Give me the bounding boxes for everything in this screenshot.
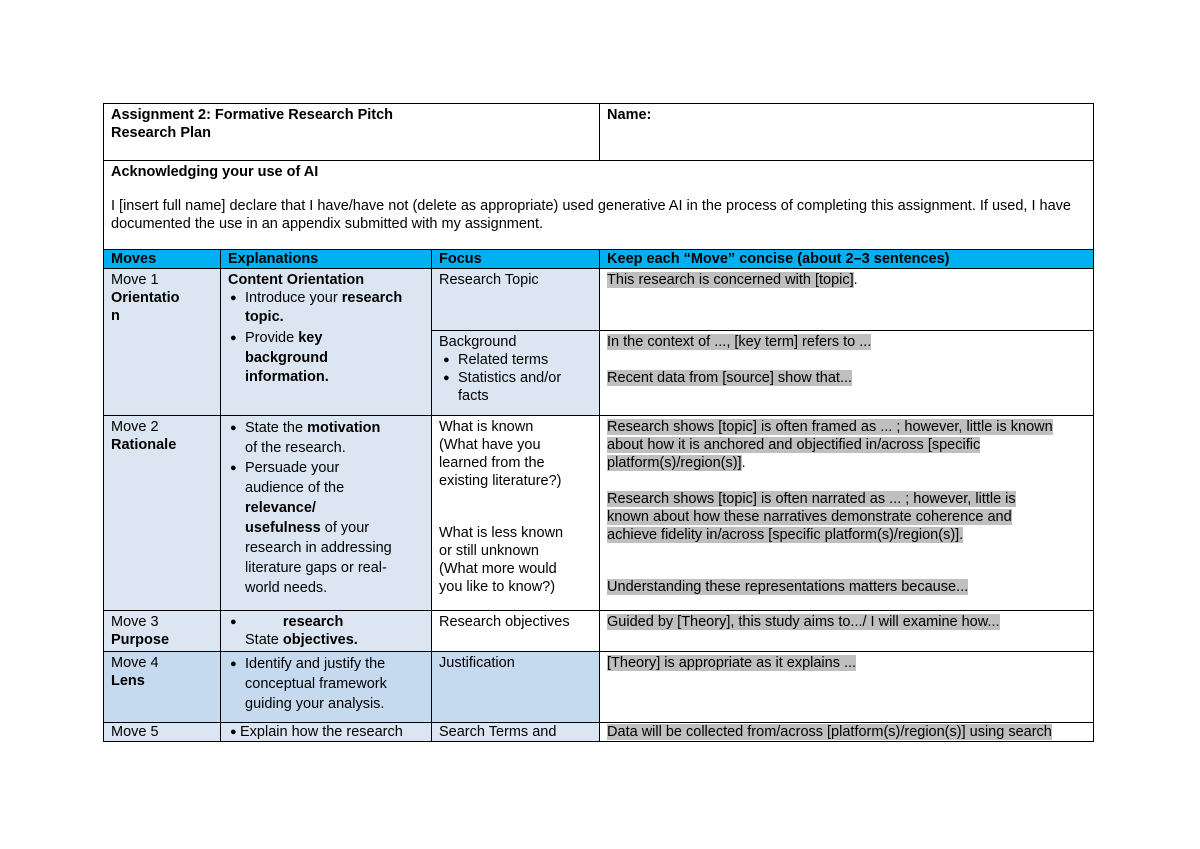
move1-exp-b2: Provide xyxy=(245,330,295,346)
move5-text: Data will be collected from/across [platform(s)/region(s)] using search xyxy=(607,724,1052,740)
move5-exp-list xyxy=(228,723,425,741)
list-item: ● Identify and justify the conceptual framework guiding your analysis. xyxy=(230,656,387,712)
move5-explanations xyxy=(221,723,432,742)
move1-explanations xyxy=(221,269,432,416)
move1-exp-b2-bold: key background information. xyxy=(245,330,329,385)
move3-label: Move 3 xyxy=(111,614,159,630)
ai-ack-cell[interactable] xyxy=(104,161,1094,250)
move2-text2: Research shows [topic] is often narrated as ... ; however, little is known about how these narratives demonstrate coherence and achieve fidelity in/across [specific platform(s)/region(s)]. xyxy=(607,491,1016,543)
move3-label-cell xyxy=(104,611,221,652)
move1-exp-b1-bold: research topic. xyxy=(245,290,403,325)
move2-text-cell[interactable]: Research shows [topic] is often framed as ... ; however, little is known about how it is anchored and objectified in/across [specific platform(s)/region(s)]. Research shows [topic] is often narrated as ... ; however, little is known about how these narratives demonstrate coherence and achieve fidelity in/across [specific platform(s)/region(s)]. Understanding these representations matters because... xyxy=(600,416,1094,611)
move3-exp-list xyxy=(228,613,425,649)
ai-ack-title: Acknowledging your use of AI xyxy=(111,164,319,180)
bullet-icon: ● xyxy=(230,462,237,474)
bullet-icon: ● xyxy=(230,422,237,434)
move4-focus: Justification xyxy=(432,652,600,723)
col-moves: Moves xyxy=(104,250,221,269)
move1-exp-list xyxy=(228,289,425,388)
name-cell[interactable] xyxy=(600,104,1094,161)
list-item xyxy=(230,289,425,327)
list-item: ● Related terms xyxy=(443,352,549,368)
bullet-icon: ● xyxy=(230,332,237,344)
list-item: ● Persuade your audience of the relevance/ usefulness of your research in addressing literature gaps or real-world needs. xyxy=(230,460,392,596)
move2-name: Rationale xyxy=(111,437,177,453)
move5-text-cell[interactable] xyxy=(600,723,1094,742)
col-explanations: Explanations xyxy=(221,250,432,269)
move2-text1: Research shows [topic] is often framed as ... ; however, little is known about how it is anchored and objectified in/across [specific platform(s)/region(s)] xyxy=(607,419,1053,471)
move1-text-b1: In the context of ..., [key term] refers to ... xyxy=(607,334,872,350)
assignment-title: Assignment 2: Formative Research Pitch xyxy=(111,107,394,123)
ai-ack-body: I [insert full name] declare that I have/have not (delete as appropriate) used generative AI in the process of completing this assignment. If used, I have documented the use in an appendix submitted with my assignment. xyxy=(111,198,1071,232)
move1-label: Move 1 xyxy=(111,272,159,288)
move4-label-cell xyxy=(104,652,221,723)
move1-row-a xyxy=(104,269,1094,331)
move4-label: Move 4 xyxy=(111,655,159,671)
move1-text-b2: Recent data from [source] show that... xyxy=(607,370,853,386)
move3-name: Purpose xyxy=(111,632,170,648)
move1-exp-title: Content Orientation xyxy=(228,272,365,288)
move5-row xyxy=(104,723,1094,742)
bullet-icon: ● xyxy=(443,372,450,384)
move4-explanations xyxy=(221,652,432,723)
move3-text-cell[interactable] xyxy=(600,611,1094,652)
move2-focus-unknown: What is less known or still unknown (What more would you like to know?) xyxy=(439,525,564,595)
move4-exp-list xyxy=(228,654,405,714)
move1-focus-b xyxy=(432,331,600,416)
move4-text: [Theory] is appropriate as it explains ... xyxy=(607,655,857,671)
move1-focus-a: Research Topic xyxy=(432,269,600,331)
move1-text-b-cell[interactable] xyxy=(600,331,1094,416)
col-keep: Keep each “Move” concise (about 2–3 sentences) xyxy=(600,250,1094,269)
move2-exp-list xyxy=(228,418,395,598)
bullet-icon: ● xyxy=(230,658,237,670)
move3-explanations xyxy=(221,611,432,652)
ai-ack-row xyxy=(104,161,1094,250)
move2-row xyxy=(104,416,1094,611)
plan-title: Research Plan xyxy=(111,125,211,141)
bullet-icon: ● xyxy=(443,354,450,366)
move5-label: Move 5 xyxy=(111,724,159,740)
list-item: ● State the motivation of the research. xyxy=(230,420,381,456)
move1-exp-b1: Introduce your xyxy=(245,290,338,306)
move5-focus: Search Terms and xyxy=(432,723,600,742)
move2-text3: Understanding these representations matters because... xyxy=(607,579,969,595)
move1-focus-b-title: Background xyxy=(439,334,517,350)
move3-text: Guided by [Theory], this study aims to.../ I will examine how... xyxy=(607,614,1000,630)
move4-row xyxy=(104,652,1094,723)
move1-focus-b-list xyxy=(439,351,593,405)
move3-focus: Research objectives xyxy=(432,611,600,652)
move2-explanations xyxy=(221,416,432,611)
move2-label: Move 2 xyxy=(111,419,159,435)
move2-focus xyxy=(432,416,600,611)
col-focus: Focus xyxy=(432,250,600,269)
list-item: ● Explain how the research xyxy=(230,724,403,740)
list-item xyxy=(230,329,355,388)
move1-text-a-cell[interactable] xyxy=(600,269,1094,331)
move2-label-cell xyxy=(104,416,221,611)
assignment-cell xyxy=(104,104,600,161)
research-plan-table xyxy=(103,103,1094,742)
list-item: ● Statistics and/or facts xyxy=(443,370,562,404)
bullet-icon: ● xyxy=(230,726,237,738)
name-label: Name: xyxy=(607,107,652,123)
move2-focus-known: What is known (What have you learned from the existing literature?) xyxy=(439,419,562,489)
move3-row xyxy=(104,611,1094,652)
move4-text-cell[interactable] xyxy=(600,652,1094,723)
move5-label-cell xyxy=(104,723,221,742)
move1-text-a: This research is concerned with [topic] xyxy=(607,272,854,288)
column-header-row xyxy=(104,250,1094,269)
move1-label-cell xyxy=(104,269,221,416)
bullet-icon: ● xyxy=(230,616,237,628)
move1-name: Orientatio n xyxy=(111,290,180,324)
list-item: ● State research objectives. xyxy=(230,614,358,648)
bullet-icon: ● xyxy=(230,292,237,304)
move1-text-a-end: . xyxy=(853,272,858,288)
header-row xyxy=(104,104,1094,161)
move4-name: Lens xyxy=(111,673,145,689)
